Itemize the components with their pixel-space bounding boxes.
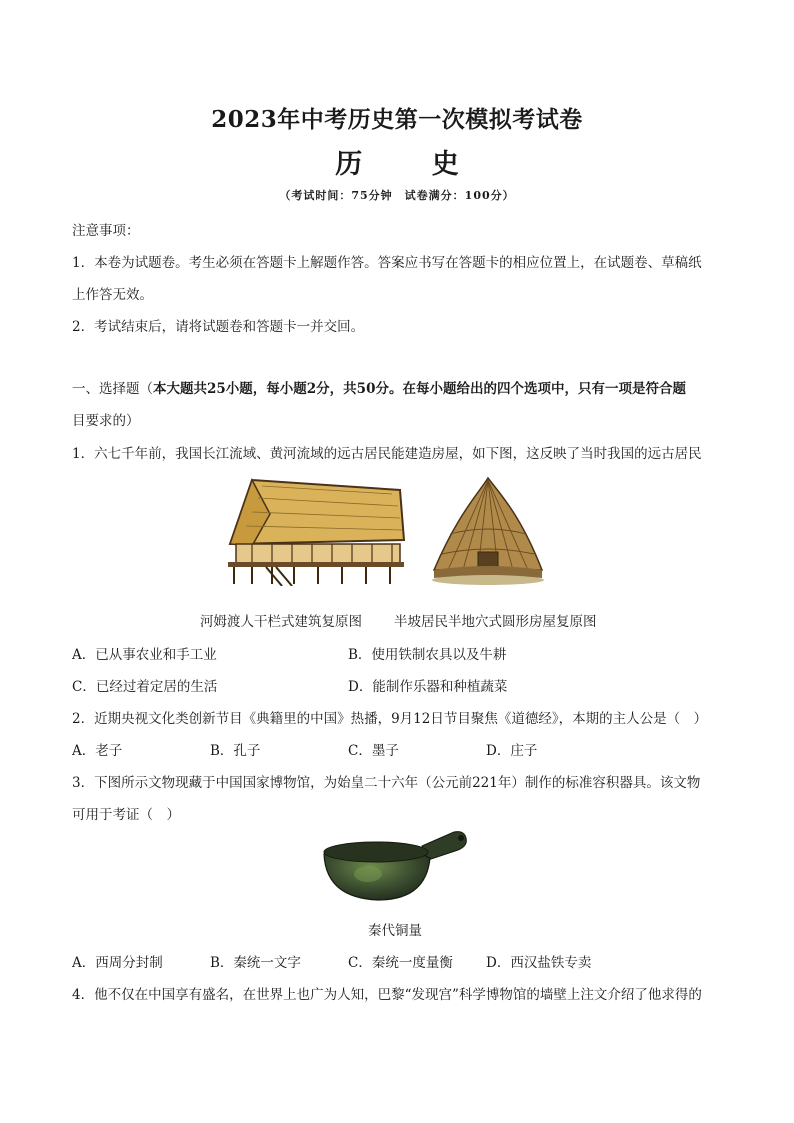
q1-option-b[interactable]: B．使用铁制农具以及牛耕: [348, 647, 507, 663]
q1-stem: 1．六七千年前，我国长江流域、黄河流域的远古居民能建造房屋，如下图，这反映了当时我国的远古居民: [72, 446, 702, 462]
q2-option-c[interactable]: C．墨子: [348, 743, 399, 759]
q2-option-a[interactable]: A．老子: [72, 743, 123, 759]
exam-title: 2023年中考历史第一次模拟考试卷: [211, 106, 583, 133]
q1-caption-left: 河姆渡人干栏式建筑复原图: [200, 614, 362, 630]
notice-item-1-line-2: 上作答无效。: [72, 287, 153, 303]
notice-item-1-line-1: 1．本卷为试题卷。考生必须在答题卡上解题作答。答案应书写在答题卡的相应位置上，在试题卷、草稿纸: [72, 255, 702, 271]
q3-option-c[interactable]: C．秦统一度量衡: [348, 955, 453, 971]
q3-stem-line-2: 可用于考证（ ）: [72, 807, 180, 823]
q1-option-c[interactable]: C．已经过着定居的生活: [72, 679, 218, 695]
section-heading-prefix: 一、选择题（: [72, 381, 153, 397]
section-heading-bold: 本大题共25小题，每小题2分，共50分。在每小题给出的四个选项中，只有一项是符合题: [153, 381, 686, 397]
stilt-house-image: [222, 474, 410, 586]
notice-item-2: 2．考试结束后，请将试题卷和答题卡一并交回。: [72, 319, 365, 335]
q1-option-a[interactable]: A．已从事农业和手工业: [72, 647, 217, 663]
notice-heading: 注意事项：: [72, 223, 140, 239]
q3-caption: 秦代铜量: [368, 923, 422, 939]
exam-meta: （考试时间：75分钟 试卷满分：100分）: [279, 189, 515, 202]
q1-caption-right: 半坡居民半地穴式圆形房屋复原图: [394, 614, 597, 630]
q3-option-b[interactable]: B．秦统一文字: [210, 955, 301, 971]
q2-option-b[interactable]: B．孔子: [210, 743, 261, 759]
round-hut-image: [428, 474, 546, 586]
q3-stem-line-1: 3．下图所示文物现藏于中国国家博物馆，为始皇二十六年（公元前221年）制作的标准容积器具。该文物: [72, 775, 701, 791]
section-heading: [72, 377, 686, 397]
bronze-measure-image: [318, 824, 470, 904]
subject-title: 历 史: [335, 149, 489, 180]
q3-option-a[interactable]: A．西周分封制: [72, 955, 163, 971]
q2-option-d[interactable]: D．庄子: [486, 743, 538, 759]
q1-option-d[interactable]: D．能制作乐器和种植蔬菜: [348, 679, 508, 695]
q3-option-d[interactable]: D．西汉盐铁专卖: [486, 955, 592, 971]
q2-stem: 2．近期央视文化类创新节目《典籍里的中国》热播，9月12日节目聚焦《道德经》，本期的主人公是（ ）: [72, 711, 708, 727]
section-heading-line-2: 目要求的）: [72, 413, 140, 429]
q4-stem: 4．他不仅在中国享有盛名，在世界上也广为人知，巴黎“发现宫”科学博物馆的墙壁上注文介绍了他求得的: [72, 987, 702, 1003]
